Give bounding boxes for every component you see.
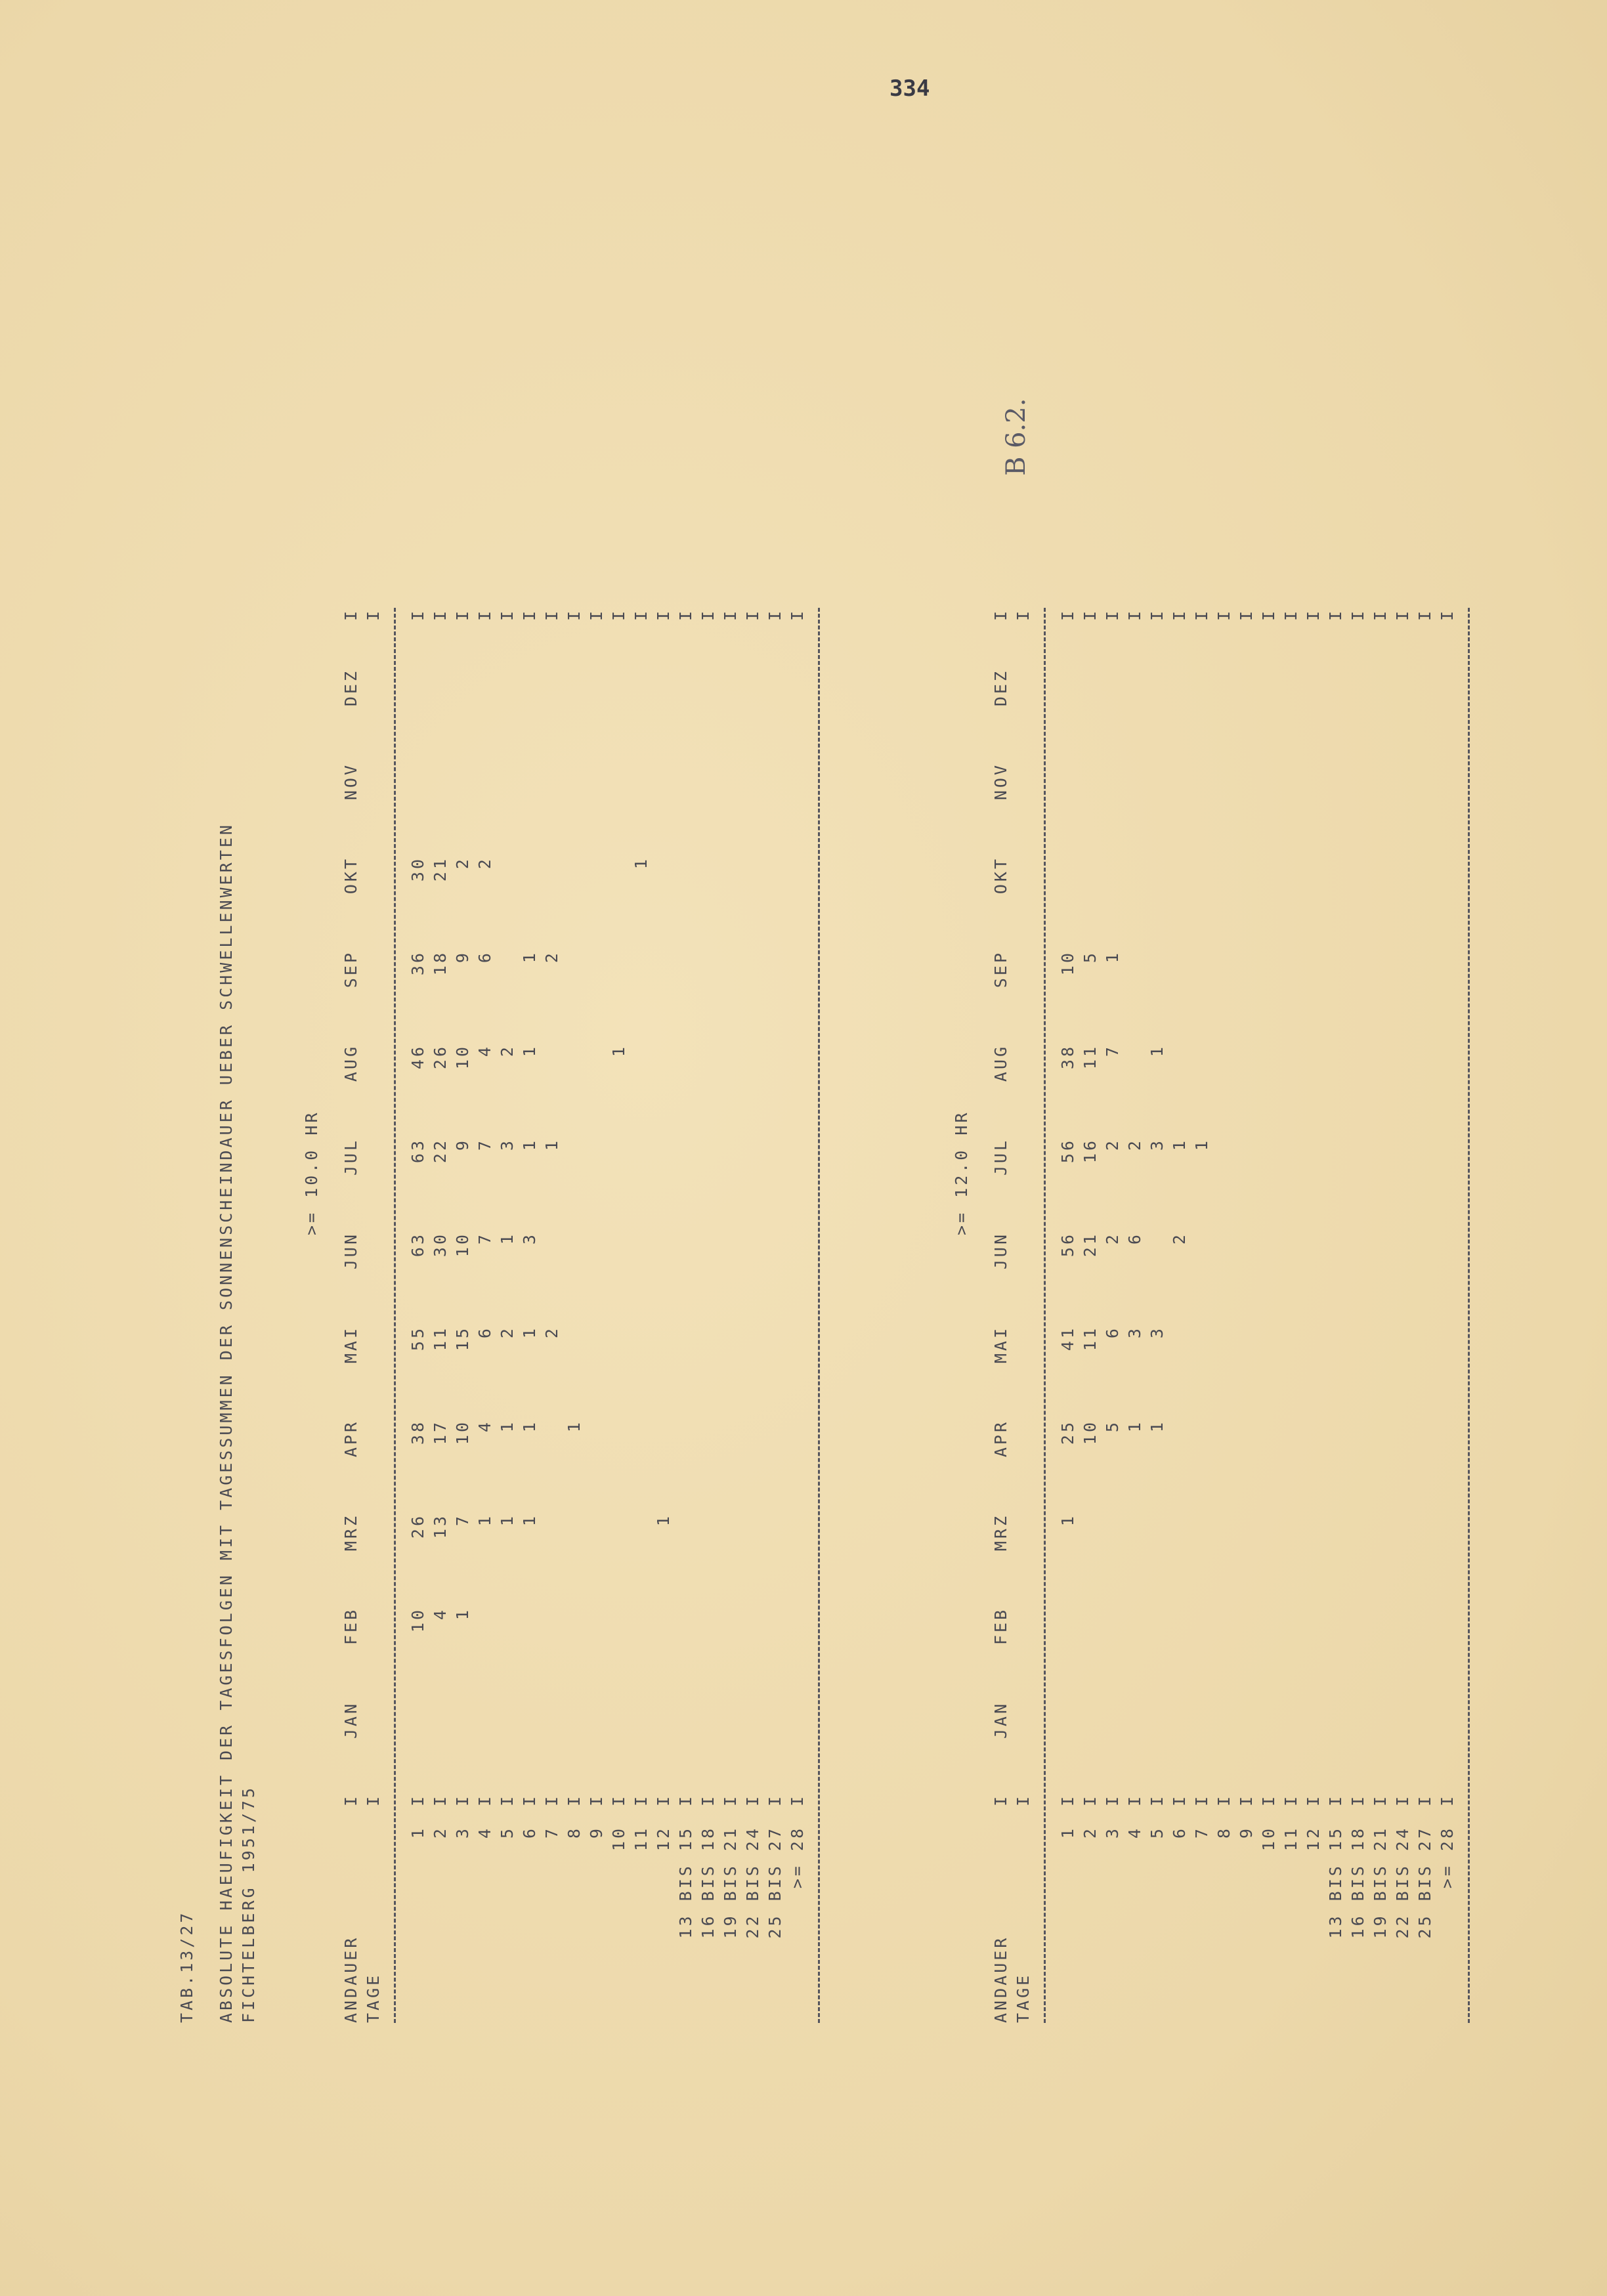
table-cell: 26 — [431, 1044, 450, 1070]
border-mark: I — [1348, 608, 1367, 621]
row-label: 16 BIS 18 — [1348, 1826, 1367, 1939]
border-mark: I — [609, 608, 628, 621]
border-mark: I — [431, 1793, 450, 1806]
month-header: AUG — [991, 1044, 1010, 1082]
row-label: 6 — [1170, 1826, 1189, 1839]
table-cell: 1 — [1125, 1420, 1144, 1433]
table-cell: 63 — [408, 1138, 427, 1164]
table-cell: 36 — [408, 950, 427, 976]
border-mark: I — [565, 1793, 584, 1806]
border-mark: I — [1259, 1793, 1278, 1806]
table-row — [1213, 448, 1235, 2023]
dashed-rule — [1468, 608, 1470, 2023]
border-mark: I — [520, 608, 539, 621]
row-label: 2 — [431, 1826, 450, 1839]
table-row — [496, 448, 519, 2023]
row-label: 12 — [1304, 1826, 1323, 1852]
month-header: JUL — [991, 1138, 1010, 1176]
border-mark: I — [721, 1793, 740, 1806]
table-cell: 1 — [632, 857, 651, 870]
border-mark: I — [991, 608, 1010, 621]
border-mark: I — [1170, 1793, 1189, 1806]
border-mark: I — [1304, 1793, 1323, 1806]
table-cell: 22 — [431, 1138, 450, 1164]
border-mark: I — [721, 608, 740, 621]
border-mark: I — [587, 608, 606, 621]
month-header: FEB — [341, 1607, 360, 1646]
border-mark: I — [498, 608, 517, 621]
table-row — [429, 448, 452, 2023]
table-cell: 3 — [498, 1138, 517, 1151]
row-label: 10 — [1259, 1826, 1278, 1852]
month-header: OKT — [991, 857, 1010, 895]
border-mark: I — [565, 608, 584, 621]
row-label: 4 — [1125, 1826, 1144, 1839]
table-cell: 21 — [1081, 1232, 1100, 1258]
month-header: JUN — [991, 1232, 1010, 1270]
table-row — [1258, 448, 1280, 2023]
month-header: APR — [991, 1420, 1010, 1458]
border-mark: I — [676, 1793, 695, 1806]
column-header-row — [340, 448, 362, 2023]
border-mark: I — [1214, 1793, 1233, 1806]
border-mark: I — [1103, 608, 1122, 621]
table-row — [474, 448, 496, 2023]
border-mark: I — [587, 1793, 606, 1806]
border-mark: I — [1259, 608, 1278, 621]
table-row — [742, 448, 764, 2023]
table-cell: 30 — [431, 1232, 450, 1258]
border-mark: I — [1081, 1793, 1100, 1806]
border-mark: I — [542, 608, 561, 621]
table-cell: 5 — [1081, 950, 1100, 964]
table-cell: 5 — [1103, 1420, 1122, 1433]
frequency-table-12h — [951, 382, 1457, 2023]
table-cell: 30 — [408, 857, 427, 882]
border-mark: I — [475, 608, 494, 621]
border-mark: I — [1415, 608, 1434, 621]
table-row — [1191, 448, 1213, 2023]
table-cell: 1 — [520, 1044, 539, 1057]
table-row — [1235, 448, 1258, 2023]
row-label: 6 — [520, 1826, 539, 1839]
table-cell: 3 — [520, 1232, 539, 1245]
row-label: 8 — [565, 1826, 584, 1839]
dashed-rule — [818, 608, 820, 2023]
threshold-label: >= 10.0 HR — [302, 1110, 321, 1235]
row-label: 3 — [1103, 1826, 1122, 1839]
row-label: 13 BIS 15 — [676, 1826, 695, 1939]
table-cell: 15 — [453, 1326, 472, 1351]
month-header: NOV — [991, 763, 1010, 801]
table-row — [586, 448, 608, 2023]
table-cell: 2 — [498, 1326, 517, 1339]
table-row — [675, 448, 697, 2023]
month-header: DEZ — [991, 669, 1010, 707]
table-cell: 10 — [408, 1607, 427, 1633]
table-cell: 46 — [408, 1044, 427, 1070]
border-mark: I — [498, 1793, 517, 1806]
row-label: 19 BIS 21 — [1371, 1826, 1390, 1939]
table-cell: 41 — [1058, 1326, 1077, 1351]
row-label: 25 BIS 27 — [765, 1826, 784, 1939]
border-mark: I — [1281, 1793, 1300, 1806]
table-cell: 9 — [453, 950, 472, 964]
border-mark: I — [1192, 1793, 1211, 1806]
border-mark: I — [453, 608, 472, 621]
border-mark: I — [364, 1793, 383, 1806]
border-mark: I — [1125, 608, 1144, 621]
border-mark: I — [520, 1793, 539, 1806]
border-mark: I — [991, 1793, 1010, 1806]
row-label: 22 BIS 24 — [743, 1826, 762, 1939]
border-mark: I — [632, 608, 651, 621]
border-mark: I — [788, 1793, 807, 1806]
border-mark: I — [1393, 608, 1412, 621]
column-header-row — [362, 448, 385, 2023]
table-cell: 2 — [1125, 1138, 1144, 1151]
table-cell: 25 — [1058, 1420, 1077, 1445]
table-cell: 4 — [475, 1420, 494, 1433]
column-header-label: TAGE — [364, 1972, 383, 2023]
month-header: JAN — [341, 1701, 360, 1739]
row-label: >= 28 — [788, 1826, 807, 1889]
row-label: >= 28 — [1438, 1826, 1457, 1889]
table-cell: 38 — [408, 1420, 427, 1445]
table-cell: 18 — [431, 950, 450, 976]
border-mark: I — [364, 608, 383, 621]
table-cell: 1 — [520, 1514, 539, 1527]
row-label: 10 — [609, 1826, 628, 1852]
table-cell: 6 — [1103, 1326, 1122, 1339]
border-mark: I — [1237, 608, 1256, 621]
border-mark: I — [341, 1793, 360, 1806]
page-number: 334 — [889, 75, 930, 102]
table-cell: 1 — [498, 1420, 517, 1433]
month-header: SEP — [991, 950, 1010, 989]
table-cell: 10 — [1081, 1420, 1100, 1445]
dashed-rule — [394, 608, 396, 2023]
dashed-rule — [1044, 608, 1046, 2023]
table-cell: 4 — [431, 1607, 450, 1621]
table-row — [1124, 448, 1146, 2023]
table-cell: 6 — [1125, 1232, 1144, 1245]
border-mark: I — [632, 1793, 651, 1806]
row-label: 7 — [542, 1826, 561, 1839]
border-mark: I — [788, 608, 807, 621]
column-header-label: TAGE — [1014, 1972, 1033, 2023]
table-row — [1280, 448, 1302, 2023]
table-row — [786, 448, 809, 2023]
table-row — [697, 448, 719, 2023]
table-cell: 1 — [1058, 1514, 1077, 1527]
table-cell: 10 — [453, 1232, 472, 1258]
row-label: 11 — [1281, 1826, 1300, 1852]
row-label: 19 BIS 21 — [721, 1826, 740, 1939]
table-cell: 1 — [1147, 1044, 1167, 1057]
table-cell: 11 — [1081, 1326, 1100, 1351]
table-cell: 38 — [1058, 1044, 1077, 1070]
table-row — [519, 448, 541, 2023]
table-row — [1302, 448, 1325, 2023]
table-row — [608, 448, 630, 2023]
table-cell: 1 — [1170, 1138, 1189, 1151]
table-cell: 13 — [431, 1514, 450, 1539]
month-header: OKT — [341, 857, 360, 895]
row-label: 22 BIS 24 — [1393, 1826, 1412, 1939]
table-row — [452, 448, 474, 2023]
table-cell: 9 — [453, 1138, 472, 1151]
table-row — [541, 448, 563, 2023]
table-cell: 16 — [1081, 1138, 1100, 1164]
border-mark: I — [1393, 1793, 1412, 1806]
table-row — [1102, 448, 1124, 2023]
table-cell: 56 — [1058, 1138, 1077, 1164]
table-cell: 6 — [475, 950, 494, 964]
border-mark: I — [453, 1793, 472, 1806]
border-mark: I — [542, 1793, 561, 1806]
border-mark: I — [1438, 608, 1457, 621]
row-label: 9 — [1237, 1826, 1256, 1839]
rotated-printout — [176, 382, 1554, 2023]
table-id: TAB.13/27 — [177, 1910, 196, 2023]
threshold-label: >= 12.0 HR — [952, 1110, 971, 1235]
table-cell: 7 — [475, 1232, 494, 1245]
table-cell: 17 — [431, 1420, 450, 1445]
border-mark: I — [698, 608, 718, 621]
border-mark: I — [1326, 1793, 1345, 1806]
month-header: JUL — [341, 1138, 360, 1176]
table-title: ABSOLUTE HAEUFIGKEIT DER TAGESFOLGEN MIT TAGESSUMMEN DER SONNENSCHEINDAUER UEBER SCHWELLENWERTEN — [217, 822, 236, 2023]
table-row — [1079, 448, 1102, 2023]
row-label: 8 — [1214, 1826, 1233, 1839]
border-mark: I — [1170, 608, 1189, 621]
row-label: 16 BIS 18 — [698, 1826, 718, 1939]
table-cell: 4 — [475, 1044, 494, 1057]
table-cell: 1 — [1147, 1420, 1167, 1433]
border-mark: I — [698, 1793, 718, 1806]
row-label: 25 BIS 27 — [1415, 1826, 1434, 1939]
table-row — [1168, 448, 1191, 2023]
border-mark: I — [1081, 608, 1100, 621]
table-cell: 1 — [498, 1232, 517, 1245]
table-cell: 2 — [542, 1326, 561, 1339]
table-cell: 2 — [1103, 1232, 1122, 1245]
table-cell: 1 — [453, 1607, 472, 1621]
column-header-label: ANDAUER — [991, 1935, 1010, 2023]
table-cell: 56 — [1058, 1232, 1077, 1258]
table-cell: 1 — [609, 1044, 628, 1057]
table-row — [563, 448, 586, 2023]
table-row — [1347, 448, 1369, 2023]
border-mark: I — [1058, 1793, 1077, 1806]
border-mark: I — [408, 608, 427, 621]
border-mark: I — [676, 608, 695, 621]
table-cell: 1 — [520, 1138, 539, 1151]
border-mark: I — [1415, 1793, 1434, 1806]
month-header: SEP — [341, 950, 360, 989]
month-header: FEB — [991, 1607, 1010, 1646]
row-label: 11 — [632, 1826, 651, 1852]
border-mark: I — [743, 1793, 762, 1806]
table-cell: 2 — [498, 1044, 517, 1057]
table-cell: 1 — [654, 1514, 673, 1527]
table-cell: 2 — [1103, 1138, 1122, 1151]
table-row — [1414, 448, 1436, 2023]
frequency-table-10h — [301, 382, 807, 2023]
border-mark: I — [341, 608, 360, 621]
row-label: 12 — [654, 1826, 673, 1852]
table-cell: 2 — [1170, 1232, 1189, 1245]
row-label: 1 — [408, 1826, 427, 1839]
table-cell: 1 — [520, 950, 539, 964]
border-mark: I — [654, 608, 673, 621]
border-mark: I — [1125, 1793, 1144, 1806]
border-mark: I — [1014, 608, 1033, 621]
border-mark: I — [765, 608, 784, 621]
table-cell: 3 — [1125, 1326, 1144, 1339]
table-cell: 2 — [453, 857, 472, 870]
table-row — [764, 448, 786, 2023]
table-cell: 3 — [1147, 1326, 1167, 1339]
table-cell: 1 — [520, 1420, 539, 1433]
table-row — [1369, 448, 1392, 2023]
column-header-label: ANDAUER — [341, 1935, 360, 2023]
table-cell: 1 — [1192, 1138, 1211, 1151]
border-mark: I — [1326, 608, 1345, 621]
border-mark: I — [1438, 1793, 1457, 1806]
row-label: 2 — [1081, 1826, 1100, 1839]
border-mark: I — [654, 1793, 673, 1806]
border-mark: I — [1014, 1793, 1033, 1806]
border-mark: I — [1304, 608, 1323, 621]
month-header: MAI — [341, 1326, 360, 1364]
table-cell: 11 — [431, 1326, 450, 1351]
row-label: 4 — [475, 1826, 494, 1839]
table-cell: 2 — [542, 950, 561, 964]
table-cell: 21 — [431, 857, 450, 882]
table-cell: 3 — [1147, 1138, 1167, 1151]
month-header: NOV — [341, 763, 360, 801]
row-label: 1 — [1058, 1826, 1077, 1839]
table-cell: 10 — [453, 1044, 472, 1070]
column-header-row — [1012, 448, 1035, 2023]
border-mark: I — [1237, 1793, 1256, 1806]
month-header: MAI — [991, 1326, 1010, 1364]
table-row — [719, 448, 742, 2023]
border-mark: I — [1147, 608, 1167, 621]
table-row — [1057, 448, 1079, 2023]
table-row — [1325, 448, 1347, 2023]
border-mark: I — [431, 608, 450, 621]
month-header: MRZ — [991, 1514, 1010, 1552]
table-cell: 7 — [475, 1138, 494, 1151]
month-header: AUG — [341, 1044, 360, 1082]
table-cell: 1 — [565, 1420, 584, 1433]
border-mark: I — [1103, 1793, 1122, 1806]
border-mark: I — [475, 1793, 494, 1806]
month-header: JAN — [991, 1701, 1010, 1739]
border-mark: I — [765, 1793, 784, 1806]
table-row — [407, 448, 429, 2023]
border-mark: I — [1147, 1793, 1167, 1806]
table-row — [1146, 448, 1168, 2023]
handwritten-section-mark: B 6.2. — [1001, 398, 1031, 476]
row-label: 7 — [1192, 1826, 1211, 1839]
table-cell: 10 — [453, 1420, 472, 1445]
border-mark: I — [408, 1793, 427, 1806]
table-cell: 6 — [475, 1326, 494, 1339]
table-cell: 1 — [498, 1514, 517, 1527]
table-cell: 11 — [1081, 1044, 1100, 1070]
month-header: DEZ — [341, 669, 360, 707]
month-header: APR — [341, 1420, 360, 1458]
border-mark: I — [1281, 608, 1300, 621]
border-mark: I — [1058, 608, 1077, 621]
border-mark: I — [1348, 1793, 1367, 1806]
border-mark: I — [1192, 608, 1211, 621]
table-cell: 55 — [408, 1326, 427, 1351]
border-mark: I — [1214, 608, 1233, 621]
row-label: 5 — [1147, 1826, 1167, 1839]
table-row — [1436, 448, 1459, 2023]
table-cell: 7 — [1103, 1044, 1122, 1057]
table-cell: 1 — [475, 1514, 494, 1527]
month-header: JUN — [341, 1232, 360, 1270]
row-label: 13 BIS 15 — [1326, 1826, 1345, 1939]
table-row — [1392, 448, 1414, 2023]
table-cell: 26 — [408, 1514, 427, 1539]
table-row — [653, 448, 675, 2023]
border-mark: I — [1371, 1793, 1390, 1806]
row-label: 3 — [453, 1826, 472, 1839]
border-mark: I — [609, 1793, 628, 1806]
table-cell: 7 — [453, 1514, 472, 1527]
row-label: 9 — [587, 1826, 606, 1839]
table-row — [630, 448, 653, 2023]
table-cell: 10 — [1058, 950, 1077, 976]
border-mark: I — [1371, 608, 1390, 621]
column-header-row — [990, 448, 1012, 2023]
row-label: 5 — [498, 1826, 517, 1839]
month-header: MRZ — [341, 1514, 360, 1552]
table-cell: 1 — [520, 1326, 539, 1339]
table-cell: 1 — [542, 1138, 561, 1151]
table-cell: 63 — [408, 1232, 427, 1258]
station-period: FICHTELBERG 1951/75 — [239, 1785, 258, 2023]
table-cell: 2 — [475, 857, 494, 870]
table-cell: 1 — [1103, 950, 1122, 964]
border-mark: I — [743, 608, 762, 621]
